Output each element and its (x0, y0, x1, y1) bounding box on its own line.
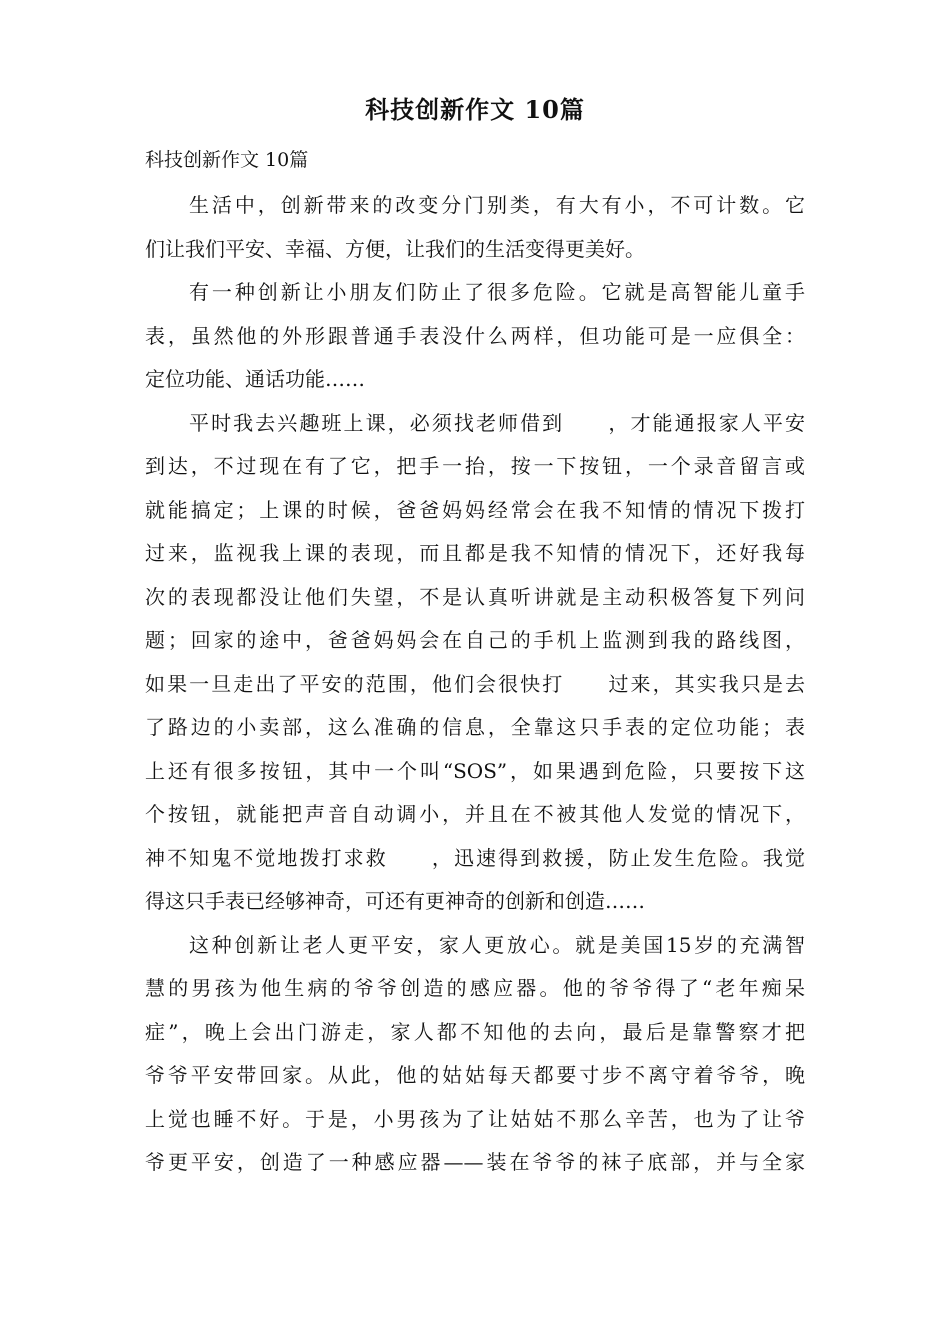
paragraph-4-line-1: 这种创新让老人更平安，家人更放心。就是美国15岁的充满智 (189, 932, 805, 957)
paragraph-3-line-12: 得这只手表已经够神奇，可还有更神奇的创新和创造…… (145, 889, 645, 913)
paragraph-4-line-3: 症”，晚上会出门游走，家人都不知他的去向，最后是靠警察才把 (145, 1019, 805, 1044)
paragraph-1-line-2: 们让我们平安、幸福、方便，让我们的生活变得更美好。 (145, 236, 645, 261)
document-title: 科技创新作文 10篇 (365, 95, 585, 124)
paragraph-2-line-2: 表，虽然他的外形跟普通手表没什么两样，但功能可是一应俱全： (145, 323, 805, 348)
paragraph-4-line-4: 爷爷平安带回家。从此，他的姑姑每天都要寸步不离守着爷爷，晚 (145, 1063, 805, 1087)
paragraph-3-line-5: 次的表现都没让他们失望，不是认真听讲就是主动积极答复下列问 (145, 584, 805, 609)
paragraph-3-line-11: 神不知鬼不觉地拨打求救 ，迅速得到救援，防止发生危险。我觉 (145, 845, 805, 870)
document-body (145, 184, 805, 1185)
paragraph-3-line-10: 个按钮，就能把声音自动调小，并且在不被其他人发觉的情况下， (145, 802, 805, 826)
paragraph-3-line-1: 平时我去兴趣班上课，必须找老师借到 ，才能通报家人平安 (189, 410, 805, 435)
paragraph-2-line-3: 定位功能、通话功能…… (145, 367, 365, 391)
paragraph-3-line-7: 如果一旦走出了平安的范围，他们会很快打 过来，其实我只是去 (145, 671, 805, 696)
paragraph-3-line-6: 题；回家的途中，爸爸妈妈会在自己的手机上监测到我的路线图， (145, 628, 805, 652)
paragraph-3-line-8: 了路边的小卖部，这么准确的信息，全靠这只手表的定位功能；表 (145, 715, 805, 739)
paragraph-3-line-3: 就能搞定；上课的时候，爸爸妈妈经常会在我不知情的情况下拨打 (145, 497, 805, 522)
paragraph-4-line-2: 慧的男孩为他生病的爷爷创造的感应器。他的爷爷得了“老年痴呆 (145, 976, 805, 1000)
paragraph-3-line-9: 上还有很多按钮，其中一个叫“SOS”，如果遇到危险，只要按下这 (145, 758, 805, 783)
document-subtitle: 科技创新作文 10篇 (145, 149, 309, 171)
paragraph-3-line-4: 过来，监视我上课的表现，而且都是我不知情的情况下，还好我每 (145, 541, 805, 565)
paragraph-4-line-5: 上觉也睡不好。于是，小男孩为了让姑姑不那么辛苦，也为了让爷 (145, 1106, 805, 1131)
paragraph-1-line-1: 生活中，创新带来的改变分门别类，有大有小，不可计数。它 (189, 193, 805, 217)
paragraph-2-line-1: 有一种创新让小朋友们防止了很多危险。它就是高智能儿童手 (189, 280, 805, 304)
paragraph-4-line-6: 爷更平安，创造了一种感应器——装在爷爷的袜子底部，并与全家 (145, 1150, 805, 1174)
paragraph-3-line-2: 到达，不过现在有了它，把手一抬，按一下按钮，一个录音留言或 (145, 454, 805, 478)
